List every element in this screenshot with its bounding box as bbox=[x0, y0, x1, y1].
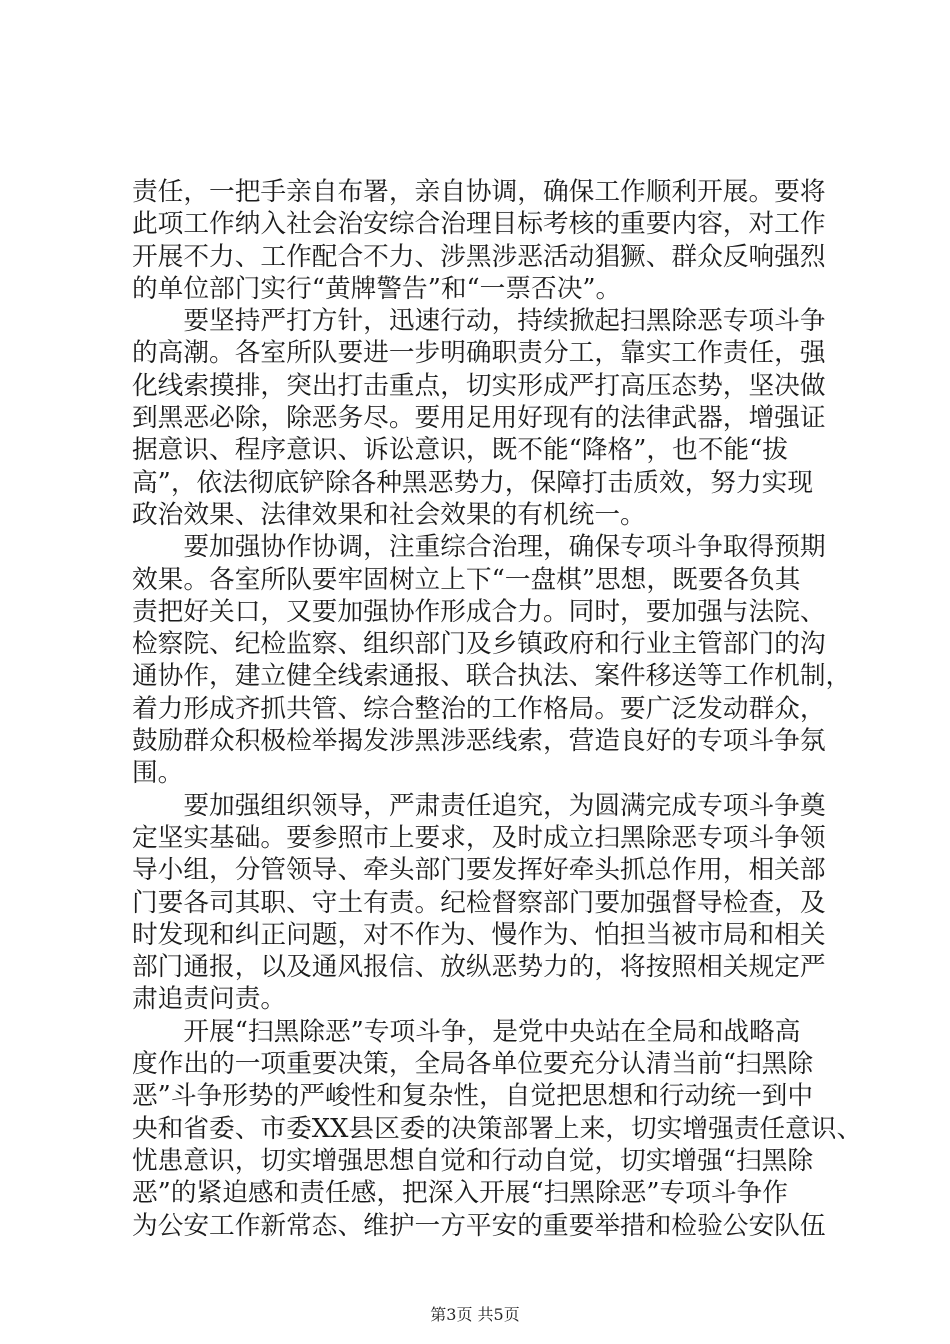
text-line: 门要各司其职、守土有责。纪检督察部门要加强督导检查，及 bbox=[132, 887, 826, 918]
text-line: 为公安工作新常态、维护一方平安的重要举措和检验公安队伍 bbox=[132, 1210, 826, 1241]
text-line: 恶”的紧迫感和责任感，把深入开展“扫黑除恶”专项斗争作 bbox=[132, 1178, 788, 1209]
text-line: 政治效果、法律效果和社会效果的有机统一。 bbox=[132, 499, 646, 530]
text-line: 要坚持严打方针，迅速行动，持续掀起扫黑除恶专项斗争 bbox=[132, 306, 826, 337]
text-line: 检察院、纪检监察、组织部门及乡镇政府和行业主管部门的沟 bbox=[132, 629, 826, 660]
text-line: 导小组，分管领导、牵头部门要发挥好牵头抓总作用，相关部 bbox=[132, 855, 826, 886]
text-line: 据意识、程序意识、诉讼意识，既不能“降格”，也不能“拔 bbox=[132, 435, 788, 466]
text-line: 的单位部门实行“黄牌警告”和“一票否决”。 bbox=[132, 273, 622, 304]
text-line: 着力形成齐抓共管、综合整治的工作格局。要广泛发动群众， bbox=[132, 693, 826, 724]
text-line: 恶”斗争形势的严峻性和复杂性，自觉把思想和行动统一到中 bbox=[132, 1081, 814, 1112]
text-line: 责任，一把手亲自布署，亲自协调，确保工作顺利开展。要将 bbox=[132, 177, 826, 207]
text-line: 化线索摸排，突出打击重点，切实形成严打高压态势，坚决做 bbox=[132, 370, 826, 401]
text-line: 高”，依法彻底铲除各种黑恶势力，保障打击质效，努力实现 bbox=[132, 467, 814, 498]
text-line: 要加强协作协调，注重综合治理，确保专项斗争取得预期 bbox=[132, 532, 826, 563]
page-number-footer: 第3页 共5页 bbox=[430, 1305, 520, 1324]
text-line: 效果。各室所队要牢固树立上下“一盘棋”思想，既要各负其 bbox=[132, 564, 801, 595]
text-line: 央和省委、市委XX县区委的决策部署上来，切实增强责任意识、 bbox=[132, 1113, 863, 1144]
text-line: 开展“扫黑除恶”专项斗争，是党中央站在全局和战略高 bbox=[132, 1016, 801, 1047]
text-line: 通协作，建立健全线索通报、联合执法、案件移送等工作机制， bbox=[132, 661, 852, 692]
text-line: 部门通报，以及通风报信、放纵恶势力的，将按照相关规定严 bbox=[132, 952, 826, 983]
text-line: 此项工作纳入社会治安综合治理目标考核的重要内容，对工作 bbox=[132, 209, 826, 240]
text-line: 责把好关口，又要加强协作形成合力。同时，要加强与法院、 bbox=[132, 596, 826, 627]
text-line: 要加强组织领导，严肃责任追究，为圆满完成专项斗争奠 bbox=[132, 790, 826, 821]
text-line: 时发现和纠正问题，对不作为、慢作为、怕担当被市局和相关 bbox=[132, 919, 826, 950]
text-line: 围。 bbox=[132, 758, 184, 789]
text-line: 定坚实基础。要参照市上要求，及时成立扫黑除恶专项斗争领 bbox=[132, 822, 826, 853]
text-line: 鼓励群众积极检举揭发涉黑涉恶线索，营造良好的专项斗争氛 bbox=[132, 726, 826, 757]
text-line: 开展不力、工作配合不力、涉黑涉恶活动猖獗、群众反响强烈 bbox=[132, 241, 826, 272]
text-line: 的高潮。各室所队要进一步明确职责分工，靠实工作责任，强 bbox=[132, 338, 826, 369]
body-text bbox=[132, 176, 863, 1242]
text-line: 肃追责问责。 bbox=[132, 984, 287, 1015]
text-line: 忧患意识，切实增强思想自觉和行动自觉，切实增强“扫黑除 bbox=[132, 1145, 814, 1176]
text-line: 度作出的一项重要决策，全局各单位要充分认清当前“扫黑除 bbox=[132, 1049, 814, 1080]
text-line: 到黑恶必除，除恶务尽。要用足用好现有的法律武器，增强证 bbox=[132, 403, 826, 434]
